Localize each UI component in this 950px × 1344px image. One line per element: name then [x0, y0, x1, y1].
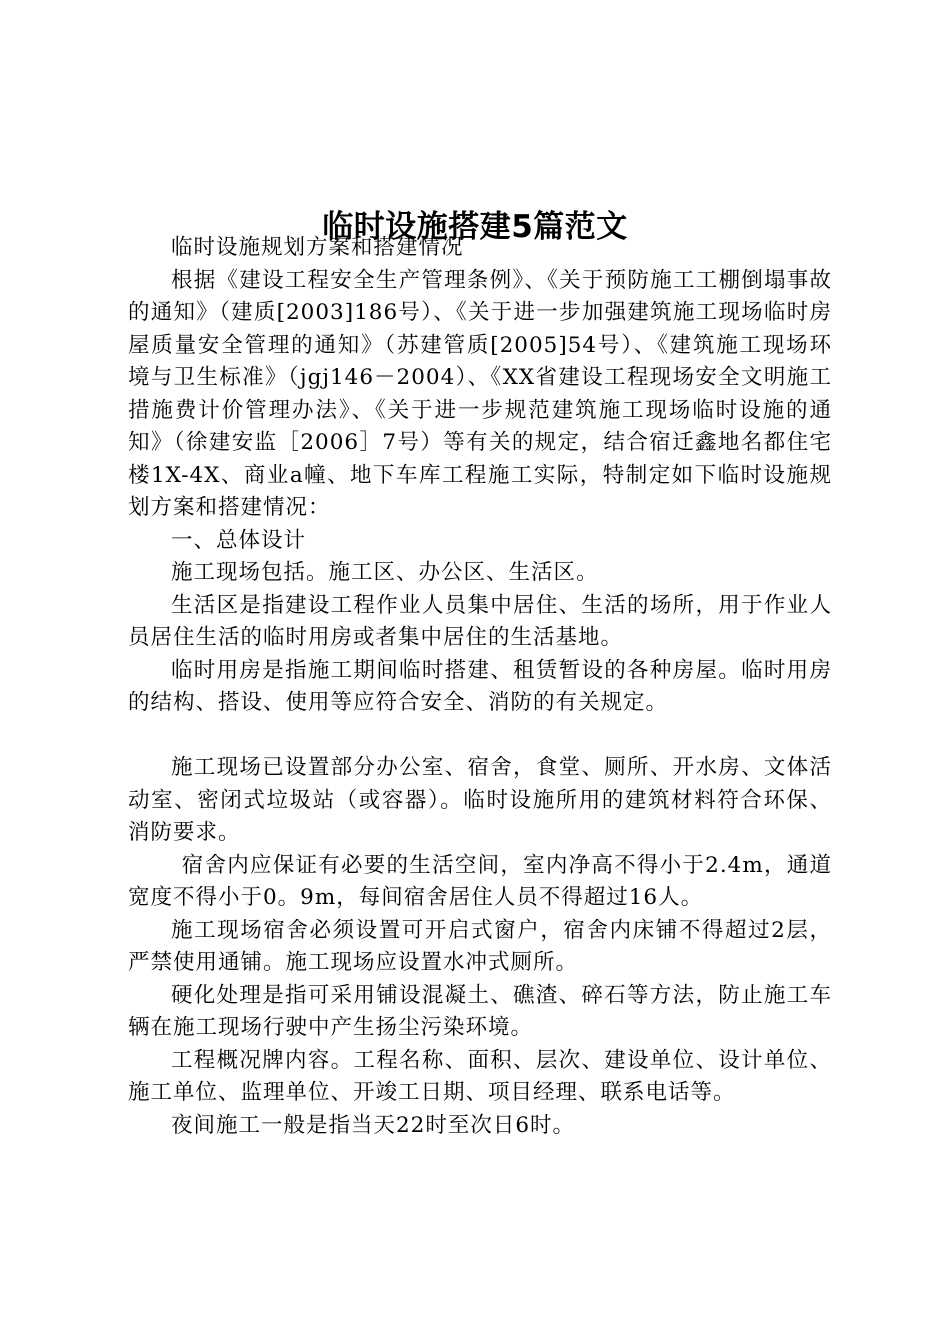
- document-body: [128, 232, 832, 1142]
- paragraph-site-facilities: 施工现场已设置部分办公室、宿舍，食堂、厕所、开水房、文体活动室、密闭式垃圾站（或容器）。临时设施所用的建筑材料符合环保、消防要求。: [128, 755, 832, 845]
- paragraph-hardening: 硬化处理是指可采用铺设混凝土、礁渣、碎石等方法，防止施工车辆在施工现场行驶中产生扬尘污染环境。: [128, 982, 832, 1040]
- paragraph-temporary-housing: 临时用房是指施工期间临时搭建、租赁暂设的各种房屋。临时用房的结构、搭设、使用等应符合安全、消防的有关规定。: [128, 657, 832, 715]
- paragraph-regulations: 根据《建设工程安全生产管理条例》、《关于预防施工工棚倒塌事故的通知》（建质[2003]186号）、《关于进一步加强建筑施工现场临时房屋质量安全管理的通知》（苏建管质[2005]54号）、《建筑施工现场环境与卫生标准》（jgj146－2004）、《XX省建设工程现场安全文明施工措施费计价管理办法》、《关于进一步规范建筑施工现场临时设施的通知》（徐建安监［2006］7号）等有关的规定，结合宿迁鑫地名都住宅楼1X-4X、商业a幢、地下车库工程施工实际，特制定如下临时设施规划方案和搭建情况：: [128, 267, 832, 520]
- paragraph-plan-heading: 临时设施规划方案和搭建情况: [171, 235, 464, 260]
- paragraph-dormitory-space: 宿舍内应保证有必要的生活空间，室内净高不得小于2.4m，通道宽度不得小于0。9m，每间宿舍居住人员不得超过16人。: [128, 852, 832, 910]
- paragraph-living-area: 生活区是指建设工程作业人员集中居住、生活的场所，用于作业人员居住生活的临时用房或者集中居住的生活基地。: [128, 592, 832, 650]
- paragraph-site-areas: 施工现场包括。施工区、办公区、生活区。: [171, 560, 599, 585]
- paragraph-section-overall-design: 一、总体设计: [171, 527, 307, 553]
- paragraph-dormitory-windows: 施工现场宿舍必须设置可开启式窗户，宿舍内床铺不得超过2层，严禁使用通铺。施工现场应设置水冲式厕所。: [128, 917, 832, 975]
- paragraph-project-board: 工程概况牌内容。工程名称、面积、层次、建设单位、设计单位、施工单位、监理单位、开竣工日期、项目经理、联系电话等。: [128, 1047, 832, 1105]
- paragraph-spacer: [128, 720, 832, 753]
- paragraph-night-work: 夜间施工一般是指当天22时至次日6时。: [171, 1112, 576, 1138]
- document-title: 临时设施搭建5篇范文: [322, 208, 628, 245]
